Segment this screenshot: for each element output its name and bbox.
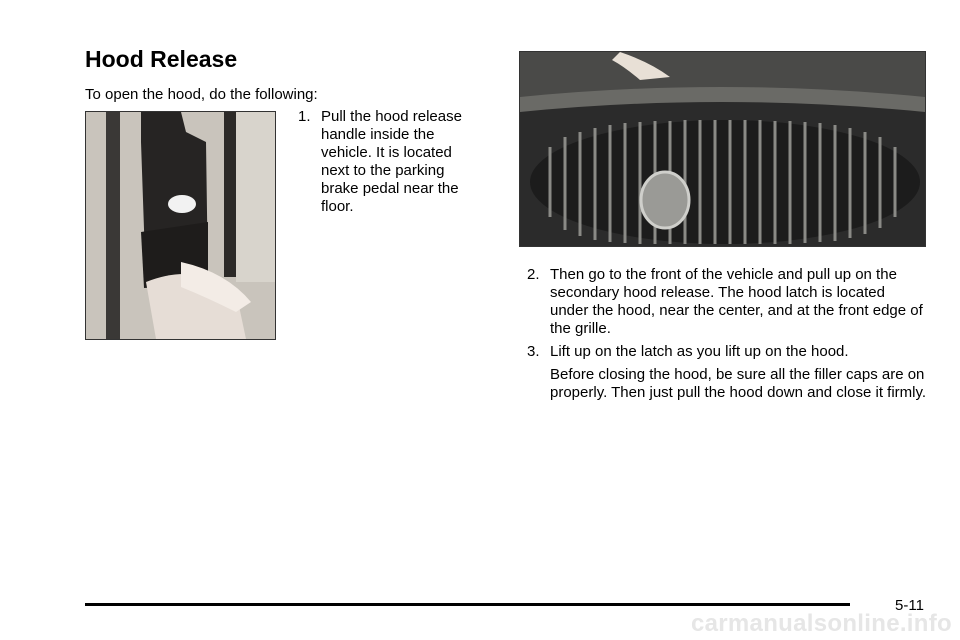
watermark: carmanualsonline.info [690,610,952,637]
page-number: 5-11 [895,597,924,614]
footer-rule [85,603,850,606]
intro-text: To open the hood, do the following: [85,86,318,103]
hood-release-handle-photo [85,111,276,340]
step-2 [527,266,927,338]
step-3-number: 3. [527,343,540,360]
step-3-text: Lift up on the latch as you lift up on the hood. [550,343,849,360]
step-1-number: 1. [298,108,311,125]
front-grille-photo [519,51,926,247]
step-2-number: 2. [527,266,540,283]
step-3 [527,343,927,361]
step-2-text: Then go to the front of the vehicle and pull up on the secondary hood release. The hood latch is located under the hood, near the center, and at the front edge of the grille. [550,266,923,337]
closing-note: Before closing the hood, be sure all the filler caps are on properly. Then just pull the hood down and close it firmly. [550,366,927,401]
page-title: Hood Release [85,46,238,72]
step-1-text: Pull the hood release handle inside the vehicle. It is located next to the parking brake pedal near the floor. [321,108,462,215]
step-1 [298,108,480,216]
